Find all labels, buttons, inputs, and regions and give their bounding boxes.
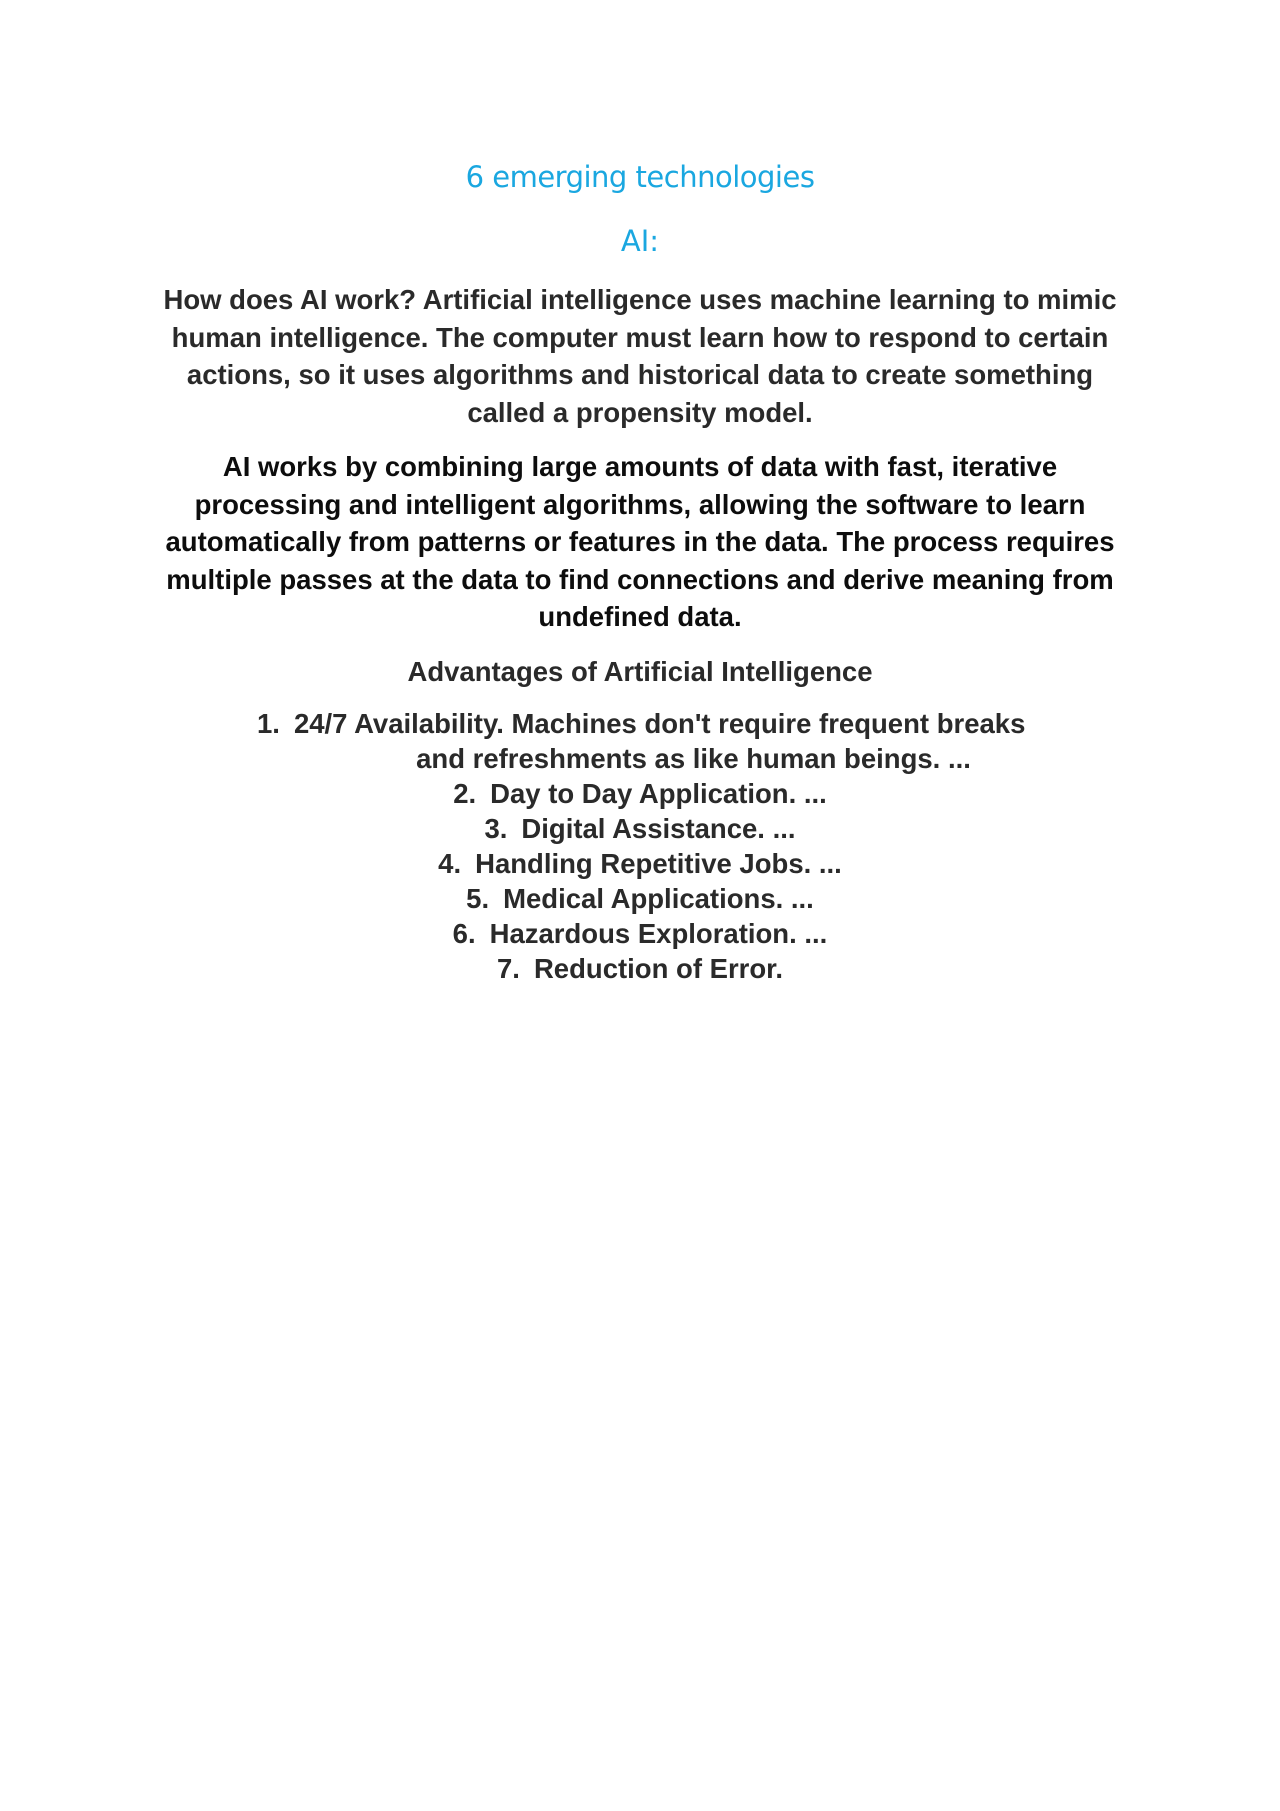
list-item-text: Reduction of Error. [533,953,783,984]
list-item-text: Digital Assistance. ... [521,813,796,844]
list-item-number: 5. [466,883,490,914]
advantages-heading: Advantages of Artificial Intelligence [407,656,873,687]
list-item-number: 3. [484,813,508,844]
list-item [0,916,1280,951]
list-item-number: 4. [438,848,462,879]
list-item-number: 1. [257,708,280,739]
document-title: 6 emerging technologies [465,160,815,194]
list-item [0,951,1280,986]
section-title-ai: AI: [620,224,660,258]
list-item [0,846,1280,881]
list-item [0,811,1280,846]
list-item-text: Day to Day Application. ... [490,778,827,809]
list-item [0,706,1280,776]
list-item [0,776,1280,811]
paragraph-how-ai-works: How does AI work? Artificial intelligence uses machine learning to mimic human intelligence. The computer must learn how to respond to certain actions, so it uses algorithms and historical data to create something called a propensity model. [163,284,1117,428]
list-item-number: 7. [497,953,520,984]
list-item-text: Hazardous Exploration. ... [489,918,828,949]
list-item-text-continued: and refreshments as like human beings. ... [416,743,971,774]
advantages-list [0,706,1280,986]
list-item-text: 24/7 Availability. Machines don't require frequent breaks [293,708,1026,739]
list-item-number: 2. [453,778,477,809]
list-item-text: Handling Repetitive Jobs. ... [475,848,842,879]
paragraph-ai-process: AI works by combining large amounts of data with fast, iterative processing and intelligent algorithms, allowing the software to learn automatically from patterns or features in the data. The process requires multiple passes at the data to find connections and derive meaning from undefined data. [165,451,1115,632]
list-item-number: 6. [452,918,476,949]
list-item-text: Medical Applications. ... [503,883,814,914]
list-item [0,881,1280,916]
